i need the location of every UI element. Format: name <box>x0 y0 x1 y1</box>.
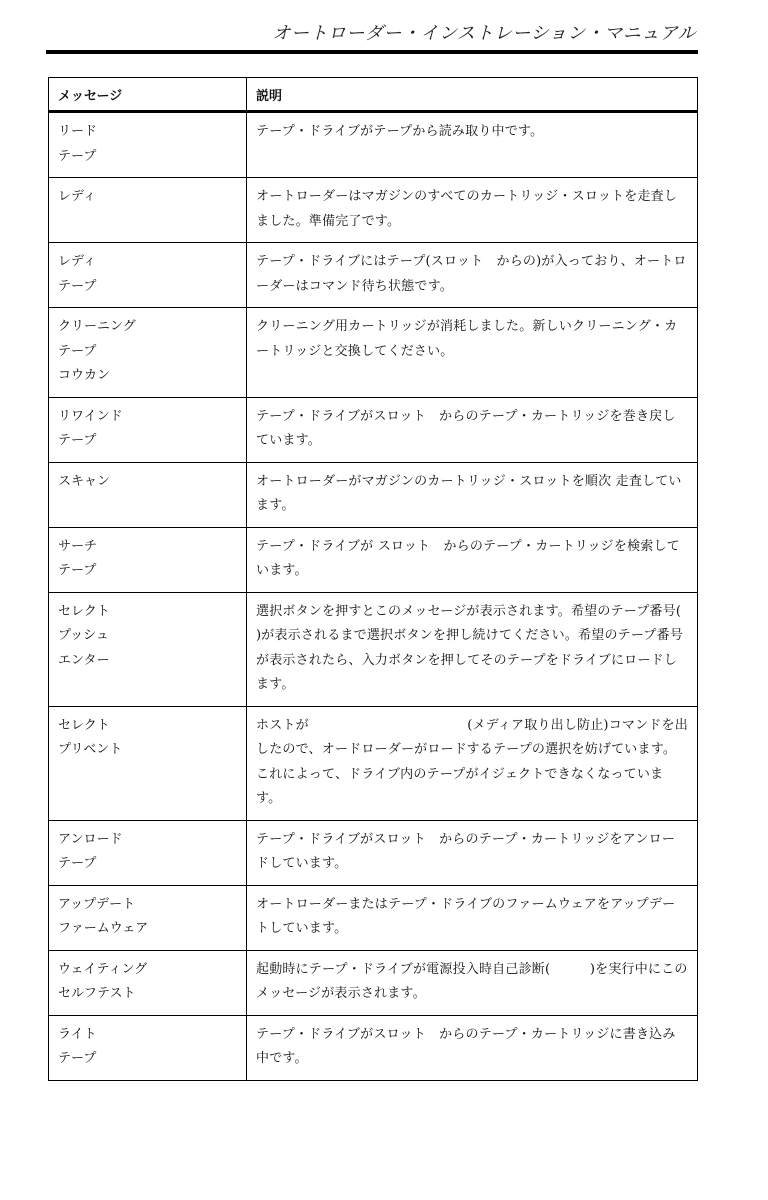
message-line: レディ <box>58 254 96 269</box>
table-row <box>49 706 698 820</box>
message-cell <box>49 112 247 178</box>
message-line: セルフテスト <box>58 986 136 1001</box>
table-row <box>49 885 698 950</box>
message-cell <box>49 592 247 706</box>
description-cell: クリーニング用カートリッジが消耗しました。新しいクリーニング・カートリッジと交換してください。 <box>247 308 698 398</box>
description-cell: オートローダーまたはテープ・ドライブのファームウェアをアップデートしています。 <box>247 885 698 950</box>
description-cell: テープ・ドライブが スロット からのテープ・カートリッジを検索しています。 <box>247 527 698 592</box>
message-cell <box>49 308 247 398</box>
message-cell <box>49 397 247 462</box>
message-cell <box>49 706 247 820</box>
message-line: ファームウェア <box>58 921 149 936</box>
table-header-row <box>49 78 698 112</box>
table-row <box>49 950 698 1015</box>
message-line: セレクト <box>58 717 110 733</box>
table-row <box>49 462 698 527</box>
message-line: リワインド <box>58 408 123 424</box>
table-row <box>49 397 698 462</box>
message-cell <box>49 243 247 308</box>
table-row <box>49 527 698 592</box>
message-cell <box>49 950 247 1015</box>
description-cell: テープ・ドライブがテープから読み取り中です。 <box>247 112 698 178</box>
message-line: クリーニング <box>58 319 136 334</box>
message-line: スキャン <box>58 473 111 489</box>
description-cell: 選択ボタンを押すとこのメッセージが表示されます。希望のテープ番号( )が表示されるまで選択ボタンを押し続けてください。希望のテープ番号が表示されたら、入力ボタンを押してそのテープをドライブにロードします。 <box>247 592 698 706</box>
table-row <box>49 1015 698 1080</box>
message-cell <box>49 178 247 243</box>
message-line: ライト <box>58 1026 97 1042</box>
message-line: テープ <box>58 278 97 294</box>
table-row <box>49 243 698 308</box>
message-line: テープ <box>58 856 97 871</box>
message-line: アップデート <box>58 896 136 912</box>
description-cell: オートローダーがマガジンのカートリッジ・スロットを順次 走査しています。 <box>247 462 698 527</box>
message-cell <box>49 1015 247 1080</box>
message-line: テープ <box>58 1051 97 1066</box>
description-cell: テープ・ドライブがスロット からのテープ・カートリッジをアンロードしています。 <box>247 820 698 885</box>
message-line: テープ <box>58 148 97 164</box>
table-row <box>49 308 698 398</box>
message-line: テープ <box>58 563 97 578</box>
message-line: リード <box>58 124 98 139</box>
manual-title: オートローダー・インストレーション・マニュアル <box>272 23 696 44</box>
message-line: サーチ <box>58 538 98 554</box>
table-row <box>49 112 698 178</box>
description-cell: ホストが (メディア取り出し防止)コマンドを出したので、オードローダーがロードするテープの選択を妨げています。これによって、ドライブ内のテープがイジェクトできなくなっています。 <box>247 706 698 820</box>
table-row <box>49 592 698 706</box>
description-cell: オートローダーはマガジンのすべてのカートリッジ・スロットを走査しました。準備完了です。 <box>247 178 698 243</box>
message-line: セレクト <box>58 603 110 619</box>
table-row <box>49 178 698 243</box>
description-cell: 起動時にテープ・ドライブが電源投入時自己診断( )を実行中にこのメッセージが表示されます。 <box>247 950 698 1015</box>
column-header-message: メッセージ <box>49 78 247 112</box>
message-line: ウェイティング <box>58 961 148 977</box>
message-cell <box>49 462 247 527</box>
description-cell: テープ・ドライブがスロット からのテープ・カートリッジを巻き戻しています。 <box>247 397 698 462</box>
message-line: テープ <box>58 343 97 359</box>
message-line: テープ <box>58 433 97 448</box>
message-table <box>48 77 698 1081</box>
running-header <box>46 16 698 54</box>
message-line: エンター <box>58 652 110 668</box>
description-cell: テープ・ドライブにはテープ(スロット からの)が入っており、オートローダーはコマンド待ち状態です。 <box>247 243 698 308</box>
message-line: プリベント <box>58 742 123 757</box>
message-line: プッシュ <box>58 628 109 643</box>
message-cell <box>49 885 247 950</box>
message-line: アンロード <box>58 831 123 847</box>
message-line: レディ <box>58 189 96 204</box>
description-cell: テープ・ドライブがスロット からのテープ・カートリッジに書き込み中です。 <box>247 1015 698 1080</box>
table-row <box>49 820 698 885</box>
message-line: コウカン <box>58 368 111 383</box>
message-cell <box>49 527 247 592</box>
column-header-description: 説明 <box>247 78 698 112</box>
message-cell <box>49 820 247 885</box>
